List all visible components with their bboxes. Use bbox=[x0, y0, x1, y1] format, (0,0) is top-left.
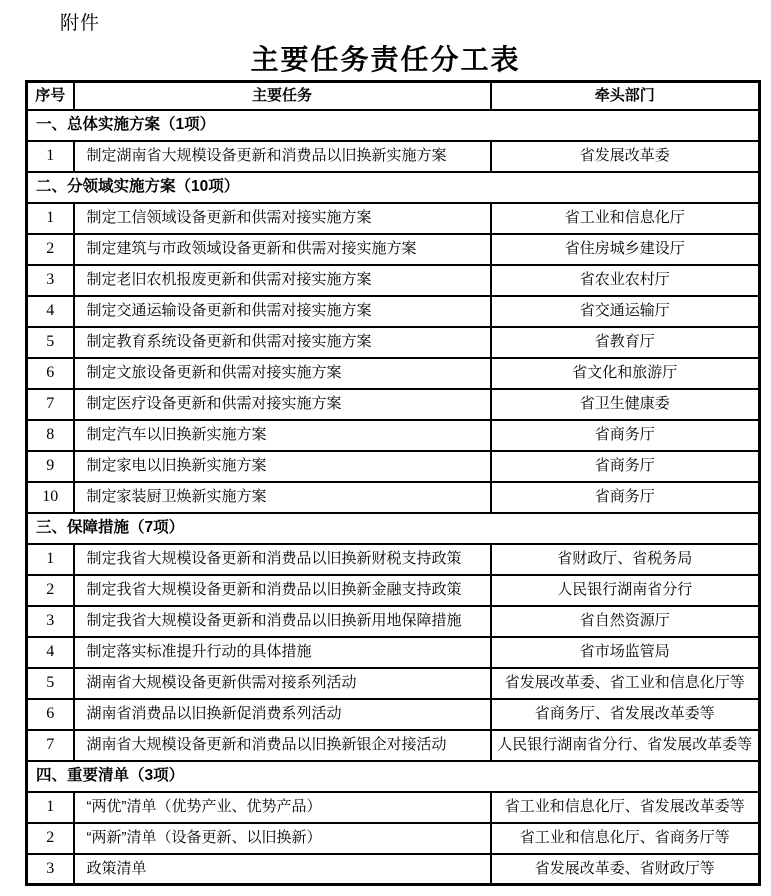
task-cell: 制定工信领域设备更新和供需对接实施方案 bbox=[74, 203, 491, 234]
dept-cell: 省住房城乡建设厅 bbox=[491, 234, 760, 265]
row-number-cell: 6 bbox=[27, 699, 74, 730]
row-number-cell: 1 bbox=[27, 141, 74, 172]
section-title: 一、总体实施方案（1项） bbox=[27, 110, 760, 141]
row-number-cell: 10 bbox=[27, 482, 74, 513]
row-number-cell: 4 bbox=[27, 296, 74, 327]
table-row bbox=[27, 265, 760, 296]
header-cell-no: 序号 bbox=[27, 82, 74, 110]
section-row bbox=[27, 513, 760, 544]
row-number-cell: 2 bbox=[27, 823, 74, 854]
dept-cell: 省商务厅 bbox=[491, 420, 760, 451]
table-row bbox=[27, 327, 760, 358]
table-row bbox=[27, 482, 760, 513]
task-cell: 湖南省大规模设备更新供需对接系列活动 bbox=[74, 668, 491, 699]
table-row bbox=[27, 668, 760, 699]
dept-cell: 省财政厅、省税务局 bbox=[491, 544, 760, 575]
table-row bbox=[27, 854, 760, 885]
task-cell: 制定我省大规模设备更新和消费品以旧换新财税支持政策 bbox=[74, 544, 491, 575]
row-number-cell: 2 bbox=[27, 575, 74, 606]
task-cell: 制定家装厨卫焕新实施方案 bbox=[74, 482, 491, 513]
dept-cell: 省卫生健康委 bbox=[491, 389, 760, 420]
task-cell: 制定医疗设备更新和供需对接实施方案 bbox=[74, 389, 491, 420]
row-number-cell: 6 bbox=[27, 358, 74, 389]
dept-cell: 省自然资源厅 bbox=[491, 606, 760, 637]
row-number-cell: 3 bbox=[27, 854, 74, 885]
dept-cell: 省商务厅 bbox=[491, 451, 760, 482]
section-row bbox=[27, 172, 760, 203]
task-cell: 湖南省大规模设备更新和消费品以旧换新银企对接活动 bbox=[74, 730, 491, 761]
row-number-cell: 4 bbox=[27, 637, 74, 668]
table-row bbox=[27, 296, 760, 327]
section-title: 四、重要清单（3项） bbox=[27, 761, 760, 792]
row-number-cell: 3 bbox=[27, 606, 74, 637]
dept-cell: 省商务厅 bbox=[491, 482, 760, 513]
dept-cell: 省农业农村厅 bbox=[491, 265, 760, 296]
table-row bbox=[27, 141, 760, 172]
row-number-cell: 8 bbox=[27, 420, 74, 451]
task-cell: 制定我省大规模设备更新和消费品以旧换新用地保障措施 bbox=[74, 606, 491, 637]
dept-cell: 省发展改革委、省工业和信息化厅等 bbox=[491, 668, 760, 699]
table-row bbox=[27, 389, 760, 420]
dept-cell: 省发展改革委、省财政厅等 bbox=[491, 854, 760, 885]
row-number-cell: 2 bbox=[27, 234, 74, 265]
table-header bbox=[27, 82, 760, 110]
row-number-cell: 7 bbox=[27, 730, 74, 761]
task-cell: 制定文旅设备更新和供需对接实施方案 bbox=[74, 358, 491, 389]
table-row bbox=[27, 234, 760, 265]
section-row bbox=[27, 761, 760, 792]
row-number-cell: 1 bbox=[27, 792, 74, 823]
attachment-label: 附件 bbox=[60, 13, 101, 34]
header-row bbox=[27, 82, 760, 110]
task-cell: 制定我省大规模设备更新和消费品以旧换新金融支持政策 bbox=[74, 575, 491, 606]
row-number-cell: 5 bbox=[27, 327, 74, 358]
responsibility-table bbox=[25, 80, 761, 886]
table-row bbox=[27, 823, 760, 854]
section-title: 三、保障措施（7项） bbox=[27, 513, 760, 544]
table-row bbox=[27, 451, 760, 482]
dept-cell: 省教育厅 bbox=[491, 327, 760, 358]
table-row bbox=[27, 606, 760, 637]
table-row bbox=[27, 203, 760, 234]
section-row bbox=[27, 110, 760, 141]
dept-cell: 省工业和信息化厅、省商务厅等 bbox=[491, 823, 760, 854]
header-cell-dept: 牵头部门 bbox=[491, 82, 760, 110]
table-row bbox=[27, 730, 760, 761]
table-row bbox=[27, 575, 760, 606]
task-cell: 制定建筑与市政领域设备更新和供需对接实施方案 bbox=[74, 234, 491, 265]
row-number-cell: 9 bbox=[27, 451, 74, 482]
row-number-cell: 3 bbox=[27, 265, 74, 296]
table-row bbox=[27, 792, 760, 823]
task-cell: 制定湖南省大规模设备更新和消费品以旧换新实施方案 bbox=[74, 141, 491, 172]
table-row bbox=[27, 699, 760, 730]
header-cell-task: 主要任务 bbox=[74, 82, 491, 110]
dept-cell: 省交通运输厅 bbox=[491, 296, 760, 327]
task-cell: 制定落实标准提升行动的具体措施 bbox=[74, 637, 491, 668]
dept-cell: 人民银行湖南省分行 bbox=[491, 575, 760, 606]
task-cell: 政策清单 bbox=[74, 854, 491, 885]
dept-cell: 省工业和信息化厅 bbox=[491, 203, 760, 234]
dept-cell: 省商务厅、省发展改革委等 bbox=[491, 699, 760, 730]
task-cell: 制定老旧农机报废更新和供需对接实施方案 bbox=[74, 265, 491, 296]
table-row bbox=[27, 358, 760, 389]
task-cell: “两新”清单（设备更新、以旧换新） bbox=[74, 823, 491, 854]
dept-cell: 省工业和信息化厅、省发展改革委等 bbox=[491, 792, 760, 823]
table-body bbox=[27, 110, 760, 885]
table-row bbox=[27, 420, 760, 451]
row-number-cell: 1 bbox=[27, 203, 74, 234]
row-number-cell: 5 bbox=[27, 668, 74, 699]
task-cell: “两优”清单（优势产业、优势产品） bbox=[74, 792, 491, 823]
task-cell: 制定交通运输设备更新和供需对接实施方案 bbox=[74, 296, 491, 327]
table-row bbox=[27, 544, 760, 575]
section-title: 二、分领域实施方案（10项） bbox=[27, 172, 760, 203]
dept-cell: 省文化和旅游厅 bbox=[491, 358, 760, 389]
row-number-cell: 1 bbox=[27, 544, 74, 575]
dept-cell: 人民银行湖南省分行、省发展改革委等 bbox=[491, 730, 760, 761]
dept-cell: 省发展改革委 bbox=[491, 141, 760, 172]
row-number-cell: 7 bbox=[27, 389, 74, 420]
table-row bbox=[27, 637, 760, 668]
task-cell: 制定汽车以旧换新实施方案 bbox=[74, 420, 491, 451]
task-cell: 湖南省消费品以旧换新促消费系列活动 bbox=[74, 699, 491, 730]
task-cell: 制定教育系统设备更新和供需对接实施方案 bbox=[74, 327, 491, 358]
dept-cell: 省市场监管局 bbox=[491, 637, 760, 668]
page-title: 主要任务责任分工表 bbox=[250, 45, 521, 76]
task-cell: 制定家电以旧换新实施方案 bbox=[74, 451, 491, 482]
